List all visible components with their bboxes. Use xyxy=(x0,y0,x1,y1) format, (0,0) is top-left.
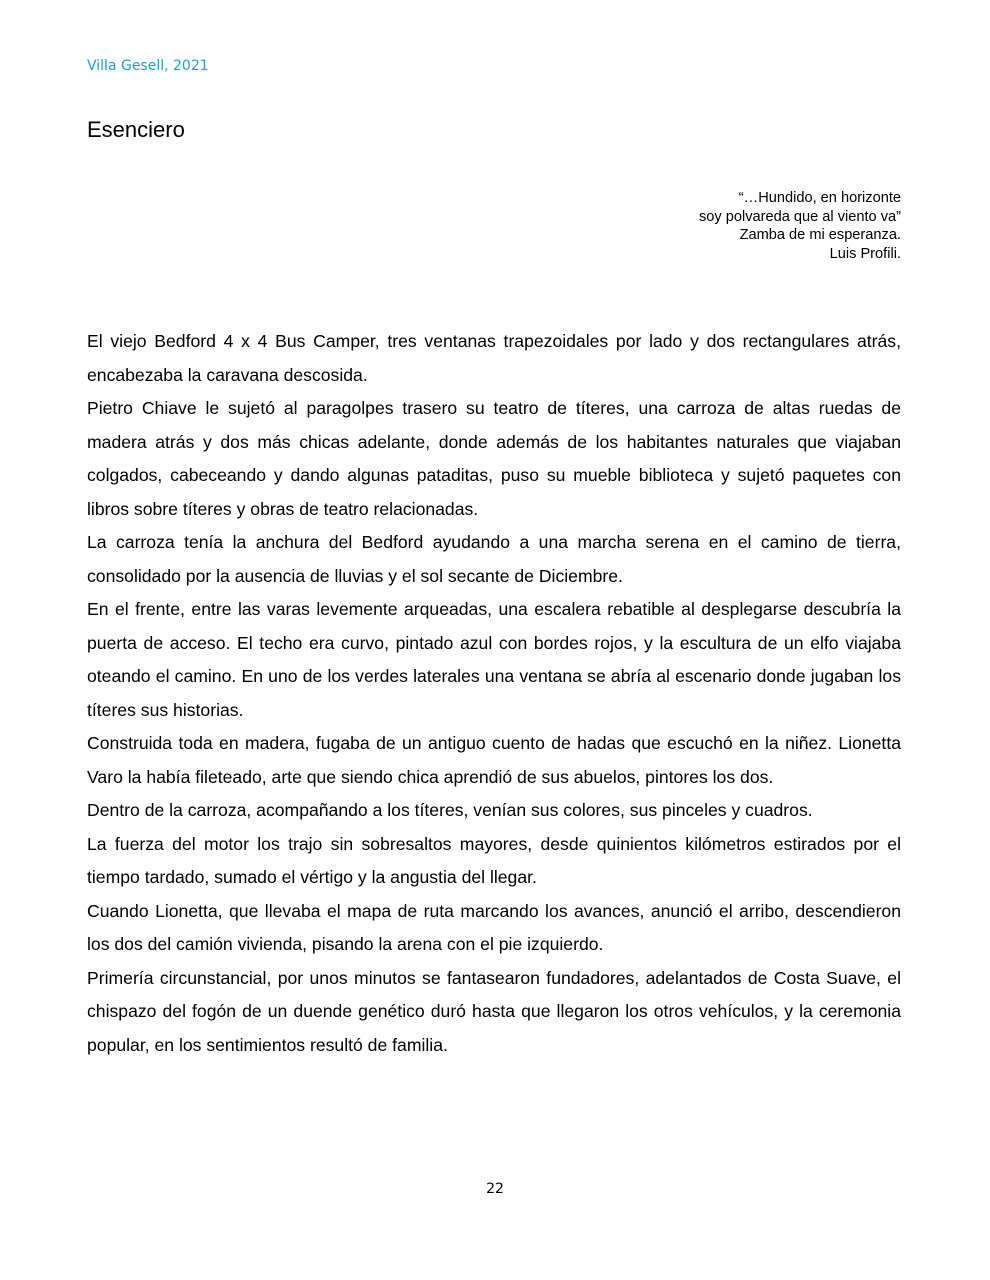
paragraph: Primería circunstancial, por unos minutos se fantasearon fundadores, adelantados de Costa Suave, el chispazo del fogón de un duende genético duró hasta que llegaron los otros vehículos, y la ceremonia popular, en los sentimientos resultó de familia. xyxy=(87,967,901,1055)
paragraph: El viejo Bedford 4 x 4 Bus Camper, tres ventanas trapezoidales por lado y dos rectangulares atrás, encabezaba la caravana descosida. xyxy=(87,331,901,385)
paragraph: Construida toda en madera, fugaba de un antiguo cuento de hadas que escuchó en la niñez. Lionetta Varo la había fileteado, arte que siendo chica aprendió de sus abuelos, pintores los dos. xyxy=(87,733,901,787)
epigraph-line: “…Hundido, en horizonte xyxy=(738,190,901,206)
paragraph: La fuerza del motor los trajo sin sobresaltos mayores, desde quinientos kilómetros estirados por el tiempo tardado, sumado el vértigo y la angustia del llegar. xyxy=(87,833,901,887)
page-header: Villa Gesell, 2021 xyxy=(87,58,209,74)
paragraph: Cuando Lionetta, que llevaba el mapa de ruta marcando los avances, anunció el arribo, descendieron los dos del camión vivienda, pisando la arena con el pie izquierdo. xyxy=(87,900,901,954)
paragraph: Pietro Chiave le sujetó al paragolpes trasero su teatro de títeres, una carroza de altas ruedas de madera atrás y dos más chicas adelante, donde además de los habitantes naturales que viajaban colgados, cabeceando y dando algunas pataditas, puso su mueble biblioteca y sujetó paquetes con libros sobre títeres y obras de teatro relacionadas. xyxy=(87,398,901,519)
chapter-title: Esenciero xyxy=(87,117,185,142)
paragraph: Dentro de la carroza, acompañando a los títeres, venían sus colores, sus pinceles y cuadros. xyxy=(87,800,813,820)
epigraph xyxy=(699,189,901,263)
body-text xyxy=(87,325,901,1062)
epigraph-author: Luis Profili. xyxy=(829,245,901,262)
epigraph-line: soy polvareda que al viento va” xyxy=(698,208,901,225)
paragraph: En el frente, entre las varas levemente arqueadas, una escalera rebatible al desplegarse descubría la puerta de acceso. El techo era curvo, pintado azul con bordes rojos, y la escultura de un elfo viajaba oteando el camino. En uno de los verdes laterales una ventana se abría al escenario donde jugaban los títeres sus historias. xyxy=(87,599,901,720)
paragraph: La carroza tenía la anchura del Bedford ayudando a una marcha serena en el camino de tierra, consolidado por la ausencia de lluvias y el sol secante de Diciembre. xyxy=(87,532,901,586)
page-number: 22 xyxy=(486,1181,504,1197)
epigraph-line: Zamba de mi esperanza. xyxy=(739,227,901,244)
